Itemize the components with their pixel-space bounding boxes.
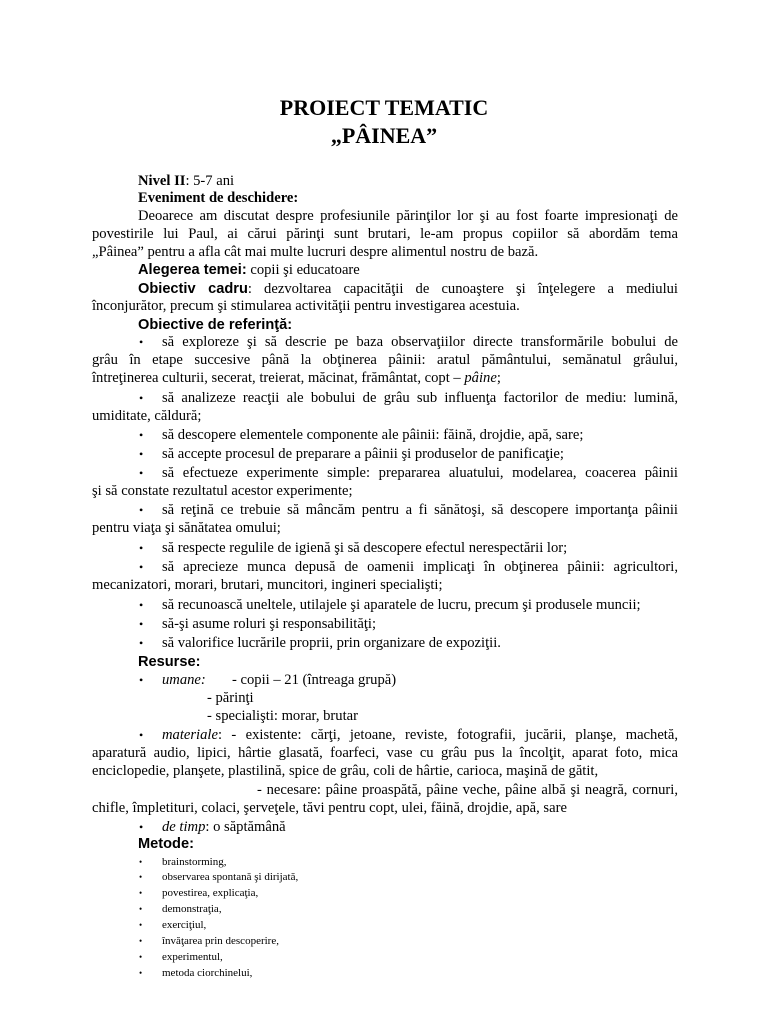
timp-label: de timp (162, 819, 206, 835)
obiectiv-1-line-1: să exploreze şi să descrie pe baza observaţiilor directe transformările bobului de (162, 334, 678, 350)
umane-item-3: - specialişti: morar, brutar (207, 708, 358, 724)
eveniment-line-1: Deoarece am discutat despre profesiunile părinţilor lor şi au fost foarte impresionaţi de (138, 208, 678, 224)
materiale-line-1 (162, 726, 678, 744)
bullet-icon: • (139, 428, 144, 442)
obiectiv-1-text: întreţinerea culturii, secerat, treierat, măcinat, frământat, copt – (92, 370, 465, 386)
bullet-icon: • (139, 888, 143, 898)
obiectiv-6-line-2: pentru viaţa şi sănătatea omului; (92, 520, 281, 536)
nivel-label: Nivel II (138, 173, 186, 189)
materiale-text: : - existente: cărţi, jetoane, reviste, fotografii, jucării, planşe, machetă, (217, 727, 678, 743)
bullet-icon: • (139, 335, 144, 349)
materiale-label: materiale (162, 727, 218, 743)
metoda-item: învăţarea prin descoperire, (162, 935, 279, 947)
materiale-line-5: chifle, împletituri, colaci, şerveţele, tăvi pentru copt, ulei, făină, drojdie, apă, sare (92, 800, 567, 816)
obiectiv-6-line-1: să reţină ce trebuie să mâncăm pentru a fi sănătoşi, să descopere importanţa pâinii (162, 502, 678, 518)
resurse-heading: Resurse: (138, 654, 201, 670)
obiectiv-5-line-2: şi să constate rezultatul acestor experimente; (92, 483, 353, 499)
obiectiv-cadru-line-2: înconjurător, precum şi stimularea activităţii pentru investigarea acestuia. (92, 298, 520, 314)
obiectiv-4: să accepte procesul de preparare a pâinii şi produselor de panificaţie; (162, 446, 564, 462)
eveniment-line-2: povestirile lui Paul, ai cărui părinţi sunt brutari, le-am propus copiilor să abordăm tema (92, 226, 678, 242)
bullet-icon: • (139, 598, 144, 612)
obiectiv-1-line-2: grâu în etape succesive până la obţinerea pâinii: aratul pământului, semănatul grâului, (92, 352, 678, 368)
obiectiv-2-line-2: umiditate, căldură; (92, 408, 202, 424)
obiectiv-9: să recunoască uneltele, utilajele şi aparatele de lucru, precum şi produsele muncii; (162, 597, 641, 613)
obiectiv-2-line-1: să analizeze reacţii ale bobului de grâu sub influenţa factorilor de mediu: lumină, (162, 390, 678, 406)
bullet-icon: • (139, 541, 144, 555)
metoda-item: experimentul, (162, 951, 223, 963)
obiectiv-5-line-1: să efectueze experimente simple: prepararea aluatului, modelarea, coacerea pâinii (162, 465, 678, 481)
metoda-item: metoda ciorchinelui, (162, 967, 253, 979)
document-subtitle: „PÂINEA” (330, 123, 438, 148)
obiectiv-8-line-1: să aprecieze munca depusă de oamenii implicaţi în obţinerea pâinii: agricultori, (162, 559, 678, 575)
obiectiv-7: să respecte regulile de igienă şi să descopere efectul nerespectării lor; (162, 540, 568, 556)
obiectiv-1-italic: pâine (464, 370, 497, 386)
timp-line (162, 818, 286, 836)
obiectiv-cadru-line-1 (138, 280, 678, 298)
obiectiv-1-end: ; (496, 370, 501, 386)
metoda-item: demonstraţia, (162, 903, 222, 915)
bullet-icon: • (139, 904, 143, 914)
obiective-referinta-heading: Obiective de referinţă: (138, 317, 293, 333)
bullet-icon: • (139, 636, 144, 650)
eveniment-heading: Eveniment de deschidere: (138, 190, 299, 206)
obiectiv-1-line-3 (92, 369, 501, 387)
metoda-item: observarea spontană şi dirijată, (162, 871, 299, 883)
bullet-icon: • (139, 857, 143, 867)
metode-heading: Metode: (138, 836, 194, 852)
bullet-icon: • (139, 673, 144, 687)
bullet-icon: • (139, 466, 144, 480)
eveniment-line-3: „Pâinea” pentru a afla cât mai multe lucruri despre alimentul nostru de bază. (92, 244, 539, 260)
obiectiv-cadru-text: : dezvoltarea capacităţii de cunoaştere şi înţelegere a mediului (247, 281, 678, 297)
alegerea-label: Alegerea temei: (138, 262, 247, 278)
bullet-icon: • (139, 968, 143, 978)
timp-value: : o săptămână (205, 819, 286, 835)
bullet-icon: • (139, 872, 143, 882)
materiale-line-3: enciclopedie, planşete, plastilină, spice de grâu, coli de hârtie, carioca, maşină de gătit, (92, 763, 599, 779)
bullet-icon: • (139, 728, 144, 742)
document-title: PROIECT TEMATIC (279, 95, 489, 120)
alegerea-value: copii şi educatoare (246, 262, 360, 278)
metoda-item: brainstorming, (162, 856, 227, 868)
bullet-icon: • (139, 391, 144, 405)
metoda-item: povestirea, explicaţia, (162, 887, 259, 899)
materiale-line-4: - necesare: pâine proaspătă, pâine veche, pâine albă şi neagră, cornuri, (257, 782, 678, 798)
obiectiv-10: să-şi asume roluri şi responsabilităţi; (162, 616, 377, 632)
umane-item-2: - părinţi (207, 690, 254, 706)
obiectiv-3: să descopere elementele componente ale pâinii: făină, drojdie, apă, sare; (162, 427, 584, 443)
nivel-line (138, 172, 234, 190)
materiale-line-2: aparatură audio, lipici, hârtie glasată, foarfeci, vase cu grâu pus la încolţit, aparat foto, mica (92, 745, 678, 761)
bullet-icon: • (139, 617, 144, 631)
obiectiv-cadru-label: Obiectiv cadru (138, 281, 248, 297)
nivel-value: : 5-7 ani (185, 173, 235, 189)
alegerea-line (138, 261, 360, 279)
metoda-item: exerciţiul, (162, 919, 207, 931)
obiectiv-8-line-2: mecanizatori, morari, brutari, muncitori, ingineri specialişti; (92, 577, 443, 593)
bullet-icon: • (139, 936, 143, 946)
bullet-icon: • (139, 820, 144, 834)
umane-label: umane: (162, 672, 206, 688)
bullet-icon: • (139, 447, 144, 461)
bullet-icon: • (139, 952, 143, 962)
obiectiv-11: să valorifice lucrările proprii, prin organizare de expoziţii. (162, 635, 501, 651)
bullet-icon: • (139, 560, 144, 574)
umane-item-1: - copii – 21 (întreaga grupă) (232, 672, 397, 688)
bullet-icon: • (139, 920, 143, 930)
bullet-icon: • (139, 503, 144, 517)
